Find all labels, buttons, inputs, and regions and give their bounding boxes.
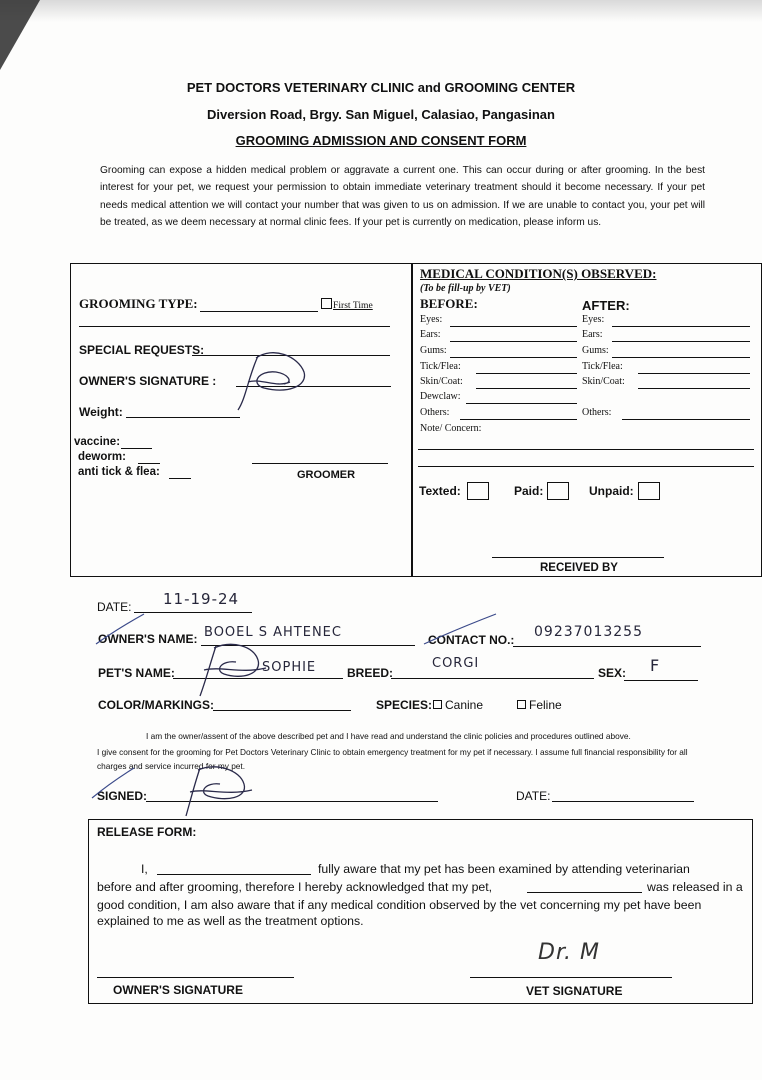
release-text-4: explained to me as well as the treatment options. <box>97 914 364 928</box>
anti-tick-line[interactable] <box>169 478 191 479</box>
release-text-2b: was released in a <box>647 880 743 894</box>
release-i: I, <box>141 862 148 876</box>
consent-line-1: I am the owner/assent of the above described pet and I have read and understand the clinic policies and procedures outlined above. <box>146 731 631 741</box>
canine-checkbox[interactable] <box>433 700 442 709</box>
deworm-line[interactable] <box>138 463 160 464</box>
special-requests-label: SPECIAL REQUESTS: <box>79 343 205 357</box>
note-label: Note/ Concern: <box>420 423 482 434</box>
grooming-type-label: GROOMING TYPE: <box>79 296 198 311</box>
groomer-line[interactable] <box>252 463 388 464</box>
after-row-label: Tick/Flea: <box>582 361 623 372</box>
consent-line-2: I give consent for the grooming for Pet Doctors Veterinary Clinic to obtain emergency treatment for my pet if necessary. I assume full financial responsibility for all charges and service incurred for my pet. <box>97 747 688 771</box>
note-line-2[interactable] <box>418 466 754 467</box>
canine-label: Canine <box>445 698 484 712</box>
first-time-label: First Time <box>333 300 373 311</box>
texted-label: Texted: <box>419 484 461 498</box>
vaccine-line[interactable] <box>121 448 152 449</box>
checkbox-icon[interactable] <box>321 298 332 309</box>
paid-checkbox[interactable] <box>547 482 569 500</box>
date-value[interactable]: 11-19-24 <box>163 590 240 608</box>
after-row-label: Eyes: <box>582 314 605 325</box>
received-by-label: RECEIVED BY <box>540 562 618 574</box>
before-row-line[interactable] <box>450 326 577 327</box>
contact-value[interactable]: 09237013255 <box>534 624 643 640</box>
signed-scribble <box>180 762 260 820</box>
received-by-line[interactable] <box>492 557 664 558</box>
weight-line[interactable] <box>126 417 240 418</box>
signed-label: SIGNED: <box>97 789 148 803</box>
unpaid-checkbox[interactable] <box>638 482 660 500</box>
breed-label: BREED: <box>347 666 394 680</box>
weight-label: Weight: <box>79 405 123 419</box>
pet-name-label: PET'S NAME: <box>98 666 175 680</box>
scan-corner <box>0 0 40 70</box>
feline-label: Feline <box>529 698 562 712</box>
after-row-label: Gums: <box>582 345 609 356</box>
owner-signature-label: OWNER'S SIGNATURE : <box>79 374 217 388</box>
before-row-line[interactable] <box>466 403 577 404</box>
texted-checkbox[interactable] <box>467 482 489 500</box>
breed-line[interactable] <box>391 678 594 679</box>
after-row-label: Skin/Coat: <box>582 376 625 387</box>
feline-checkbox[interactable] <box>517 700 526 709</box>
box-divider <box>411 263 413 576</box>
owner-name-label: OWNER'S NAME: <box>98 632 198 646</box>
contact-line[interactable] <box>513 646 701 647</box>
clinic-name: PET DOCTORS VETERINARY CLINIC and GROOMING CENTER <box>186 80 576 95</box>
scan-shadow <box>0 0 762 22</box>
release-text-2a: before and after grooming, therefore I hereby acknowledged that my pet, <box>97 880 493 894</box>
anti-tick-label: anti tick & flea: <box>78 466 160 478</box>
release-text-3: good condition, I am also aware that if any medical condition observed by the vet concerning my pet have been <box>97 898 702 912</box>
date-line[interactable] <box>134 612 252 613</box>
vet-signature-line[interactable] <box>470 977 672 978</box>
before-row-line[interactable] <box>450 341 577 342</box>
before-row-label: Others: <box>420 407 450 418</box>
paid-label: Paid: <box>514 484 544 498</box>
canine-option[interactable] <box>433 698 483 712</box>
grooming-extra-line[interactable] <box>79 326 390 327</box>
after-row-line[interactable] <box>638 373 750 374</box>
after-row-line[interactable] <box>622 419 750 420</box>
owner-signature-scribble <box>228 348 318 418</box>
clinic-address: Diversion Road, Brgy. San Miguel, Calasiao, Pangasinan <box>207 107 555 122</box>
before-row-label: Tick/Flea: <box>420 361 461 372</box>
before-row-label: Skin/Coat: <box>420 376 463 387</box>
pet-name-value[interactable]: SOPHIE <box>262 660 317 675</box>
owner-signature-release-line[interactable] <box>97 977 294 978</box>
deworm-label: deworm: <box>78 451 126 463</box>
owner-signature-release-label: OWNER'S SIGNATURE <box>113 983 243 997</box>
sex-value[interactable]: F <box>650 656 661 675</box>
owner-name-value[interactable]: BOOEL S AHTENEC <box>204 625 342 640</box>
groomer-label: GROOMER <box>297 469 356 481</box>
vaccine-label: vaccine: <box>74 436 121 448</box>
before-label: BEFORE: <box>420 296 478 311</box>
date-label: DATE: <box>97 600 132 614</box>
after-row-line[interactable] <box>638 388 750 389</box>
release-text-1: fully aware that my pet has been examined by attending veterinarian <box>318 862 690 876</box>
color-markings-label: COLOR/MARKINGS: <box>98 698 214 712</box>
vet-signature-label: VET SIGNATURE <box>526 984 623 998</box>
consent-date-label: DATE: <box>516 789 551 803</box>
before-row-line[interactable] <box>476 388 577 389</box>
after-label: AFTER: <box>582 298 630 313</box>
feline-option[interactable] <box>517 698 562 712</box>
unpaid-label: Unpaid: <box>589 484 634 498</box>
consent-date-line[interactable] <box>552 801 694 802</box>
intro-paragraph: Grooming can expose a hidden medical problem or aggravate a current one. This can occur during or after grooming. In the best interest for your pet, we request your permission to obtain immediate veterinary treatment should it become necessary. If your pet needs medical attention we will contact your number that was given to us on admission. If we are unable to contact you, your pet will be treated, as we deem necessary at normal clinic fees. If your pet is currently on medication, please inform us. <box>100 165 705 228</box>
release-pet-name-line[interactable] <box>527 892 642 893</box>
sex-label: SEX: <box>598 666 627 680</box>
contact-mark <box>420 610 500 650</box>
release-title: RELEASE FORM: <box>97 825 197 839</box>
color-markings-line[interactable] <box>213 710 351 711</box>
before-row-label: Eyes: <box>420 314 443 325</box>
before-row-line[interactable] <box>450 357 577 358</box>
medical-title: MEDICAL CONDITION(S) OBSERVED: <box>420 266 657 281</box>
medical-subtitle: (To be fill-up by VET) <box>420 283 511 294</box>
after-row-line[interactable] <box>612 341 750 342</box>
owner-name-mark <box>90 610 150 650</box>
note-line-1[interactable] <box>418 449 754 450</box>
grooming-type-line[interactable] <box>200 311 318 312</box>
after-row-label: Ears: <box>582 329 603 340</box>
before-row-label: Gums: <box>420 345 447 356</box>
after-row-label: Others: <box>582 407 612 418</box>
pet-name-scribble <box>196 640 276 700</box>
after-row-line[interactable] <box>612 357 750 358</box>
sex-line[interactable] <box>624 680 698 681</box>
first-time-checkbox[interactable] <box>321 298 373 311</box>
after-row-line[interactable] <box>612 326 750 327</box>
before-row-line[interactable] <box>460 419 577 420</box>
breed-value[interactable]: CORGI <box>432 656 480 671</box>
form-title: GROOMING ADMISSION AND CONSENT FORM <box>235 133 527 148</box>
signed-mark <box>88 764 138 804</box>
before-row-label: Ears: <box>420 329 441 340</box>
vet-signature-handwriting: Dr. M <box>538 940 600 965</box>
contact-label: CONTACT NO.: <box>428 633 515 647</box>
release-owner-name-line[interactable] <box>157 874 311 875</box>
species-label: SPECIES: <box>376 698 433 712</box>
before-row-label: Dewclaw: <box>420 391 461 402</box>
before-row-line[interactable] <box>476 373 577 374</box>
